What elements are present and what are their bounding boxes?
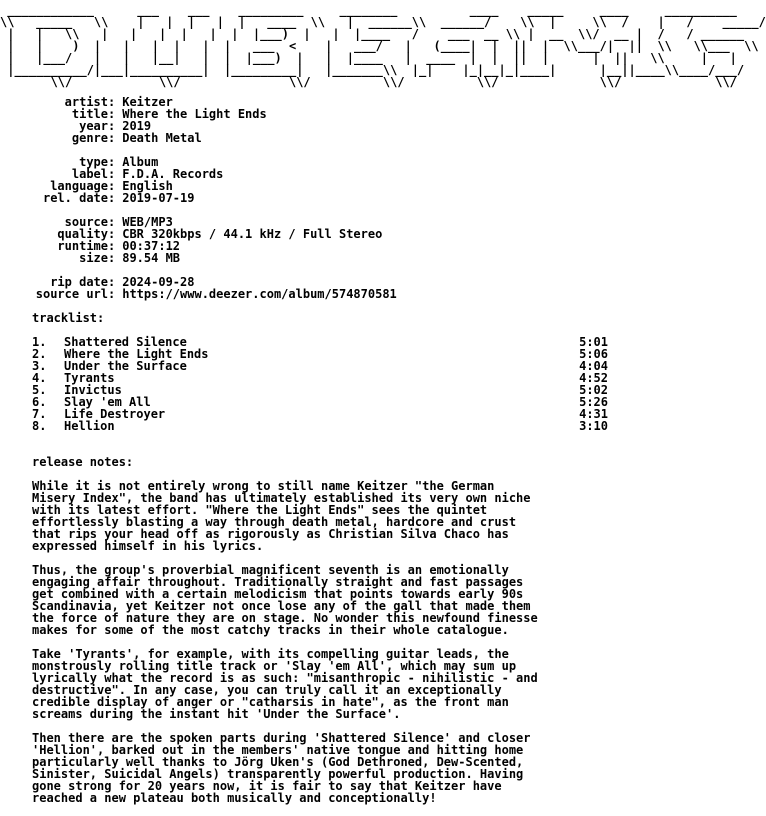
track-title: Life Destroyer: [64, 407, 166, 421]
meta-key: label: [71, 167, 108, 181]
meta-row-title: title : Where the Light Ends: [24, 108, 397, 120]
track-length: 4:31: [579, 407, 608, 421]
release-metadata: [24, 96, 397, 300]
release-notes-paragraph: While it is not entirely wrong to still name Keitzer "the German Misery Index", the band has ultimately established its very own niche with its latest effort. "Where the Light Ends" sees the quintet effortlessly blasting a way through death metal, hardcore and crust that rips your head off as rigorously as Christian Silva Chaco has expressed himself in his lyrics.: [32, 479, 531, 553]
track-number: 6.: [32, 395, 47, 409]
meta-key: title: [71, 107, 108, 121]
meta-row-runtime: runtime : 00:37:12: [24, 240, 397, 252]
meta-value: Album: [122, 155, 159, 169]
tracklist-heading: tracklist:: [32, 311, 105, 325]
track-number: 7.: [32, 407, 47, 421]
track-length: 4:04: [579, 359, 608, 373]
meta-row-language: language : English: [24, 180, 397, 192]
source-url-link[interactable]: https://www.deezer.com/album/574870581: [122, 287, 397, 301]
meta-row-type: type : Album: [24, 156, 397, 168]
meta-value: CBR 320kbps / 44.1 kHz / Full Stereo: [122, 227, 383, 241]
meta-key: runtime: [57, 239, 108, 253]
track-row: [32, 408, 608, 420]
release-notes-paragraph: Thus, the group's proverbial magnificent seventh is an emotionally engaging affair throughout. Traditionally straight and fast passages get combined with a certain melodicism that points towards early 90s Scandinavia, yet Keitzer not once lose any of the gall that made them the force of nature they are on stage. No wonder this newfound finesse makes for some of the most catchy tracks in their whole catalogue.: [32, 563, 538, 637]
track-title: Under the Surface: [64, 359, 187, 373]
meta-value: WEB/MP3: [122, 215, 173, 229]
meta-row-genre: genre : Death Metal: [24, 132, 397, 144]
meta-key: language: [50, 179, 108, 193]
track-length: 3:10: [579, 419, 608, 433]
meta-value: Where the Light Ends: [122, 107, 267, 121]
meta-key: quality: [57, 227, 108, 241]
track-length: 5:01: [579, 335, 608, 349]
meta-row-size: size : 89.54 MB: [24, 252, 397, 264]
meta-row-year: year : 2019: [24, 120, 397, 132]
track-title: Slay 'em All: [64, 395, 151, 409]
track-length: 5:26: [579, 395, 608, 409]
meta-value: English: [122, 179, 173, 193]
track-row: [32, 420, 608, 432]
meta-key: size: [79, 251, 108, 265]
meta-key: source: [64, 215, 108, 229]
meta-key: year: [79, 119, 108, 133]
meta-value: 00:37:12: [122, 239, 181, 253]
track-number: 3.: [32, 359, 47, 373]
meta-row-rel-date: rel. date : 2019-07-19: [24, 192, 397, 204]
meta-value: 2024-09-28: [122, 275, 195, 289]
meta-key: source url: [35, 287, 108, 301]
track-length: 5:02: [579, 383, 608, 397]
track-title: Shattered Silence: [64, 335, 187, 349]
meta-value: 89.54 MB: [122, 251, 181, 265]
meta-key: type: [79, 155, 108, 169]
meta-row-source: source : WEB/MP3: [24, 216, 397, 228]
track-number: 1.: [32, 335, 47, 349]
tracklist: [32, 336, 608, 432]
track-number: 8.: [32, 419, 47, 433]
meta-row-source-url: source url : https://www.deezer.com/album/574870581: [24, 288, 397, 300]
release-notes: [32, 480, 612, 816]
track-row: [32, 360, 608, 372]
track-number: 5.: [32, 383, 47, 397]
track-number: 4.: [32, 371, 47, 385]
meta-row-artist: artist : Keitzer: [24, 96, 397, 108]
track-title: Invictus: [64, 383, 122, 397]
meta-key: rel. date: [42, 191, 108, 205]
meta-key: genre: [71, 131, 108, 145]
meta-value: 2019-07-19: [122, 191, 195, 205]
meta-row-rip-date: rip date : 2024-09-28: [24, 276, 397, 288]
meta-row-quality: quality : CBR 320kbps / 44.1 kHz / Full Stereo: [24, 228, 397, 240]
meta-key: rip date: [50, 275, 108, 289]
track-title: Tyrants: [64, 371, 115, 385]
release-notes-heading: release notes:: [32, 455, 134, 469]
release-notes-paragraph: Take 'Tyrants', for example, with its compelling guitar leads, the monstrously rolling title track or 'Slay 'em All', which may sum up lyrically what the record is as such: "misanthropic - nihilistic - and destructive". In any case, you can truly call it an exceptionally credible display of anger or "catharsis in hate", as the front man screams during the instant hit 'Under the Surface'.: [32, 647, 538, 721]
ascii-logo: ____________ ___ ___ _________ ________ ____ _____ ____ __________ \\ _____ \\ | | | | | ____ \\ | ______\\ ______/ \\ | \\ / | / _____/ | | \\ | | | | | | |___) | | |____ / ___ __ \\ | __ \\/ __ | / / ______ | | ) | | | | | | ___ < | ___/ | (____| | || | \\___/| || \\ \\___ \\ | |___/ | | |__| | | |___) | | |____ | ____ | | || | | || \\ | | |__________/|___|__________| |_________| |_______\\ |_| |_|__|_|____| |__||____\\____/___/ \\/ \\/ \\/ \\/ \\/ \\/ \\/: [0, 3, 766, 89]
track-length: 4:52: [579, 371, 608, 385]
release-notes-paragraph: Then there are the spoken parts during 'Shattered Silence' and closer 'Hellion', barked out in the members' native tongue and hitting home particularly well thanks to Jörg Uken's (God Dethroned, Dew-Scented, Sinister, Suicidal Angels) transparently powerful production. Having gone strong for 20 years now, it is fair to say that Keitzer have reached a new plateau both musically and conceptionally!: [32, 731, 531, 805]
track-title: Where the Light Ends: [64, 347, 209, 361]
meta-key: artist: [64, 95, 108, 109]
meta-value: Death Metal: [122, 131, 202, 145]
meta-value: F.D.A. Records: [122, 167, 224, 181]
meta-value: Keitzer: [122, 95, 173, 109]
meta-value: 2019: [122, 119, 152, 133]
meta-row-label: label : F.D.A. Records: [24, 168, 397, 180]
track-length: 5:06: [579, 347, 608, 361]
track-title: Hellion: [64, 419, 115, 433]
track-number: 2.: [32, 347, 47, 361]
